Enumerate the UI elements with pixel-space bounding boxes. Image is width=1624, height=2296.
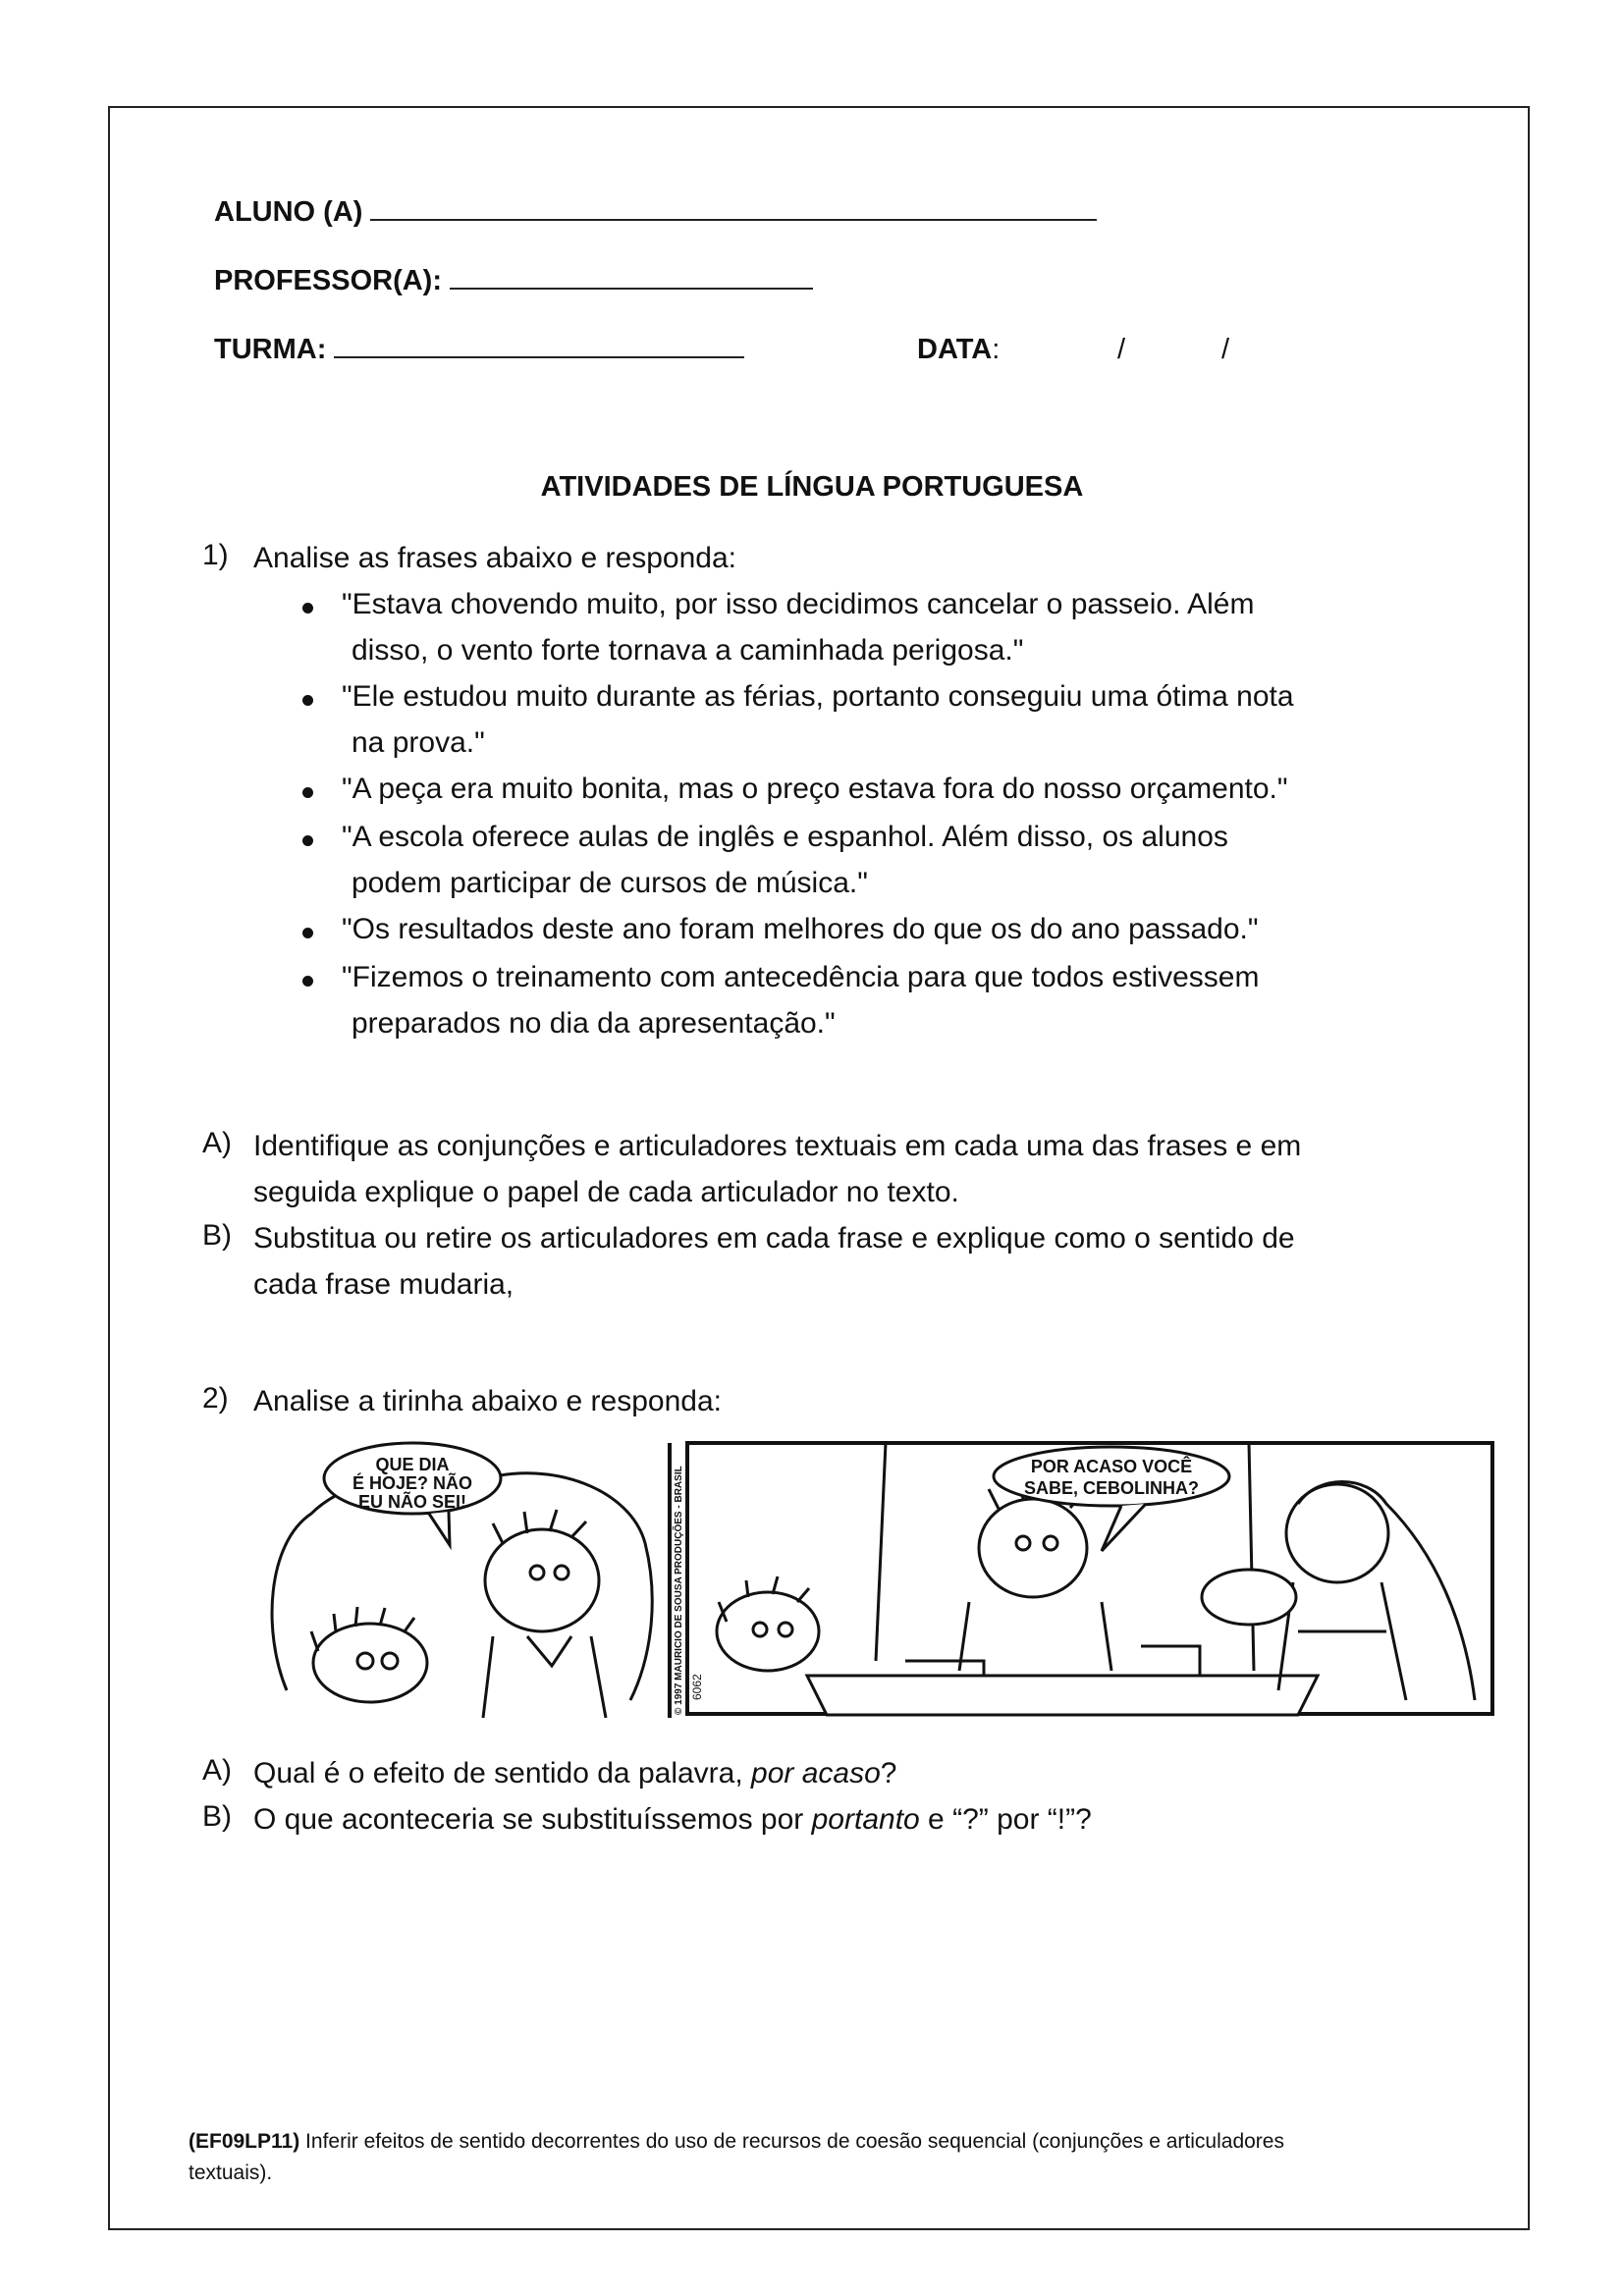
bubble-1-line-3: EU NÃO SEI! — [357, 1492, 467, 1512]
bullet-icon — [302, 835, 313, 846]
bubble-2-line-1: POR ACASO VOCÊ — [1030, 1457, 1193, 1476]
sentence-2-line-2: na prova." — [352, 726, 485, 759]
footer-code: (EF09LP11) — [189, 2130, 300, 2153]
q2-item-b-text: O que aconteceria se substituíssemos por — [253, 1803, 812, 1836]
turma-field — [214, 334, 744, 366]
bubble-2-line-2: SABE, CEBOLINHA? — [1023, 1478, 1200, 1498]
q1-item-a-line-2: seguida explique o papel de cada articulador no texto. — [253, 1176, 959, 1208]
q2-prompt: Analise a tirinha abaixo e responda: — [253, 1385, 722, 1417]
date-slash-2: / — [1221, 334, 1230, 365]
professor-field — [214, 265, 813, 297]
comic-strip — [257, 1435, 1496, 1718]
q2-item-a-end: ? — [880, 1757, 897, 1789]
sentence-1-line-2: disso, o vento forte tornava a caminhada perigosa." — [352, 634, 1024, 667]
q1-item-b-letter: B) — [202, 1219, 232, 1252]
turma-input-line[interactable] — [334, 355, 744, 358]
aluno-label: ALUNO (A) — [214, 196, 363, 228]
bullet-icon — [302, 928, 313, 938]
q2-item-a-emphasis: por acaso — [751, 1757, 881, 1789]
sentence-6-line-2: preparados no dia da apresentação." — [352, 1007, 836, 1040]
data-field — [917, 334, 1000, 366]
boy-head — [485, 1529, 599, 1631]
bullet-icon — [302, 976, 313, 987]
q1-number: 1) — [202, 539, 229, 571]
q1-item-a-letter: A) — [202, 1127, 232, 1159]
q1-item-a-line-1: Identifique as conjunções e articuladores textuais em cada uma das frases e em — [253, 1130, 1302, 1162]
q2-item-a-letter: A) — [202, 1754, 232, 1787]
date-slash-1: / — [1117, 334, 1126, 365]
sentence-3-line-1: "A peça era muito bonita, mas o preço estava fora do nosso orçamento." — [342, 773, 1288, 805]
q2-item-b — [253, 1796, 1092, 1842]
q2-item-b-emphasis: portanto — [811, 1803, 920, 1836]
bubble-1-line-2: É HOJE? NÃO — [352, 1473, 473, 1493]
q2-number: 2) — [202, 1382, 229, 1415]
footer-text-2: textuais). — [189, 2162, 273, 2184]
data-label: DATA — [917, 334, 993, 365]
sentence-4-line-1: "A escola oferece aulas de inglês e espanhol. Além disso, os alunos — [342, 821, 1228, 853]
q1-prompt: Analise as frases abaixo e responda: — [253, 542, 736, 574]
sentence-1-line-1: "Estava chovendo muito, por isso decidimos cancelar o passeio. Além — [342, 588, 1255, 620]
sentence-4-line-2: podem participar de cursos de música." — [352, 867, 868, 899]
q2-item-b-letter: B) — [202, 1800, 232, 1833]
professor-input-line[interactable] — [450, 287, 813, 290]
comic-copyright: © 1997 MAURICIO DE SOUSA PRODUÇÕES - BRASIL — [674, 1466, 684, 1715]
pot — [1202, 1570, 1296, 1625]
bullet-icon — [302, 695, 313, 706]
turma-label: TURMA: — [214, 334, 327, 365]
bubble-1-line-1: QUE DIA — [375, 1455, 450, 1474]
q1-item-b-line-2: cada frase mudaria, — [253, 1268, 514, 1301]
sentence-2-line-1: "Ele estudou muito durante as férias, portanto conseguiu uma ótima nota — [342, 680, 1294, 713]
bullet-icon — [302, 603, 313, 614]
bullet-icon — [302, 787, 313, 798]
sentence-6-line-1: "Fizemos o treinamento com antecedência para que todos estivessem — [342, 961, 1260, 993]
comic-code: 6062 — [690, 1674, 704, 1700]
data-colon: : — [992, 334, 1001, 365]
veil — [1298, 1482, 1475, 1701]
footer-text: Inferir efeitos de sentido decorrentes do uso de recursos de coesão sequencial (conjunções e articuladores — [299, 2130, 1284, 2153]
table — [807, 1676, 1318, 1715]
kid-head — [313, 1624, 427, 1702]
professor-label: PROFESSOR(A): — [214, 265, 442, 296]
q2-item-a — [253, 1750, 896, 1796]
aluno-field — [214, 196, 1097, 229]
aluno-input-line[interactable] — [370, 218, 1097, 221]
footer-skill — [189, 2126, 1504, 2189]
sentence-5-line-1: "Os resultados deste ano foram melhores do que os do ano passado." — [342, 913, 1259, 945]
q1-item-b-line-1: Substitua ou retire os articuladores em cada frase e explique como o sentido de — [253, 1222, 1295, 1255]
page-title: ATIVIDADES DE LÍNGUA PORTUGUESA — [540, 471, 1084, 503]
q2-item-b-end: e “?” por “!”? — [919, 1803, 1092, 1836]
q2-item-a-text: Qual é o efeito de sentido da palavra, — [253, 1757, 752, 1789]
boy-shirt — [483, 1636, 606, 1718]
